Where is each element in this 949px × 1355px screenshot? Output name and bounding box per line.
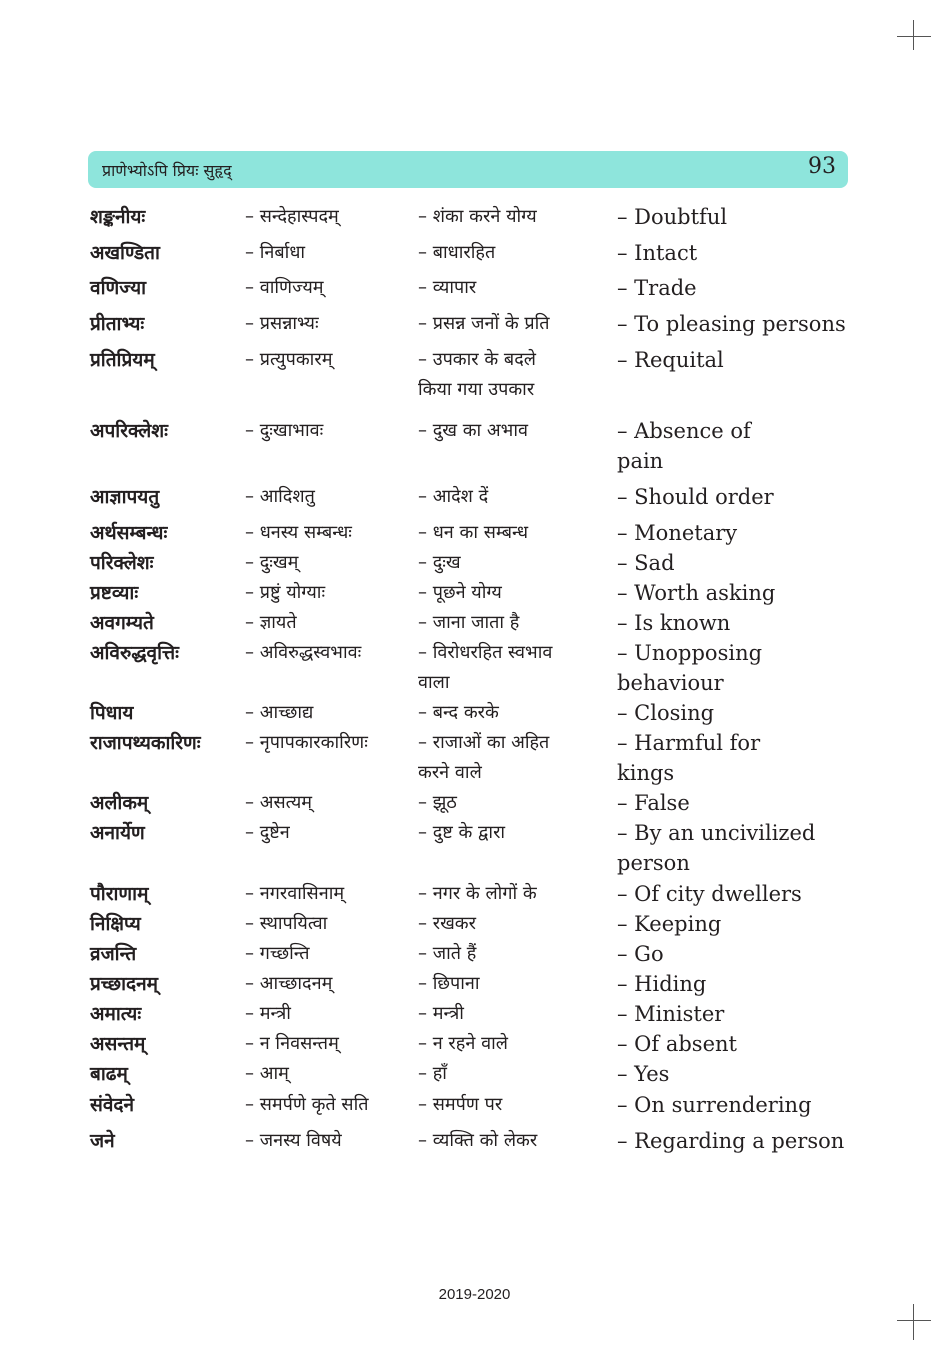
english-meaning: – Monetary <box>617 521 738 545</box>
footer-year: 2019-2020 <box>438 1286 511 1303</box>
glossary-word: प्रीताभ्यः <box>90 313 145 335</box>
glossary-word: अनार्येण <box>90 822 145 844</box>
crop-mark-bottom-h <box>897 1320 931 1321</box>
sanskrit-meaning: – प्रसन्नाभ्यः <box>245 313 319 334</box>
english-meaning: – Keeping <box>617 912 722 936</box>
sanskrit-meaning: – दुष्टेन <box>245 822 290 843</box>
sanskrit-meaning: – न निवसन्तम् <box>245 1033 339 1054</box>
hindi-meaning: – बन्द करके <box>418 702 499 723</box>
glossary-word: जने <box>90 1130 115 1152</box>
english-meaning: – Minister <box>617 1002 725 1026</box>
sanskrit-meaning: – आच्छाद्य <box>245 702 314 723</box>
hindi-meaning: – हाँ <box>418 1063 447 1084</box>
hindi-meaning: – विरोधरहित स्वभाव वाला <box>418 642 553 693</box>
sanskrit-meaning: – मन्त्री <box>245 1003 291 1024</box>
english-meaning: – Regarding a person <box>617 1129 845 1153</box>
glossary-word: पौराणाम् <box>90 883 149 905</box>
glossary-word: अमात्यः <box>90 1003 142 1025</box>
english-meaning: – To pleasing persons <box>617 312 846 336</box>
english-meaning: – Is known <box>617 611 731 635</box>
sanskrit-meaning: – आच्छादनम् <box>245 973 333 994</box>
hindi-meaning: – जाते हैं <box>418 943 477 964</box>
hindi-meaning: – न रहने वाले <box>418 1033 508 1054</box>
english-meaning: – By an uncivilized person <box>617 821 816 875</box>
sanskrit-meaning: – जनस्य विषये <box>245 1130 342 1151</box>
crop-mark-top-v <box>913 20 914 50</box>
sanskrit-meaning: – धनस्य सम्बन्धः <box>245 522 352 543</box>
english-meaning: – Go <box>617 942 664 966</box>
crop-mark-bottom-v <box>913 1304 914 1340</box>
sanskrit-meaning: – समर्पणे कृते सति <box>245 1094 369 1115</box>
sanskrit-meaning: – स्थापयित्वा <box>245 913 328 934</box>
hindi-meaning: – रखकर <box>418 913 476 934</box>
hindi-meaning: – दुख का अभाव <box>418 420 529 441</box>
glossary-word: प्रच्छादनम् <box>90 973 159 995</box>
hindi-meaning: – व्यक्ति को लेकर <box>418 1130 538 1151</box>
hindi-meaning: – दुःख <box>418 552 461 573</box>
hindi-meaning: – झूठ <box>418 792 457 813</box>
sanskrit-meaning: – दुःखम् <box>245 552 299 573</box>
crop-mark-top-h <box>897 36 931 37</box>
english-meaning: – Worth asking <box>617 581 776 605</box>
english-meaning: – Of absent <box>617 1032 737 1056</box>
hindi-meaning: – मन्त्री <box>418 1003 464 1024</box>
hindi-meaning: – प्रसन्न जनों के प्रति <box>418 313 550 334</box>
sanskrit-meaning: – प्रत्युपकारम् <box>245 349 333 370</box>
glossary-word: राजापथ्यकारिणः <box>90 732 201 754</box>
english-meaning: – Trade <box>617 276 697 300</box>
hindi-meaning: – राजाओं का अहित करने वाले <box>418 732 550 783</box>
english-meaning: – Requital <box>617 348 724 372</box>
glossary-word: अविरुद्धवृत्तिः <box>90 642 179 664</box>
glossary-word: अवगम्यते <box>90 612 154 634</box>
glossary-word: व्रजन्ति <box>90 943 137 965</box>
glossary-word: अलीकम् <box>90 792 149 814</box>
chapter-title: प्राणेभ्योऽपि प्रियः सुहृद् <box>102 161 232 180</box>
hindi-meaning: – बाधारहित <box>418 242 496 263</box>
english-meaning: – Should order <box>617 485 774 509</box>
hindi-meaning: – नगर के लोगों के <box>418 883 537 904</box>
glossary-word: अपरिक्लेशः <box>90 420 168 442</box>
sanskrit-meaning: – गच्छन्ति <box>245 943 310 964</box>
sanskrit-meaning: – सन्देहास्पदम् <box>245 206 339 227</box>
page-number: 93 <box>808 154 836 179</box>
hindi-meaning: – शंका करने योग्य <box>418 206 537 227</box>
glossary-word: बाढम् <box>90 1063 128 1085</box>
sanskrit-meaning: – अविरुद्धस्वभावः <box>245 642 362 663</box>
hindi-meaning: – पूछने योग्य <box>418 582 502 603</box>
english-meaning: – Sad <box>617 551 675 575</box>
sanskrit-meaning: – ज्ञायते <box>245 612 297 633</box>
glossary-word: प्रतिप्रियम् <box>90 349 155 371</box>
glossary-word: अर्थसम्बन्धः <box>90 522 168 544</box>
english-meaning: – Hiding <box>617 972 707 996</box>
english-meaning: – False <box>617 791 690 815</box>
hindi-meaning: – छिपाना <box>418 973 480 994</box>
english-meaning: – Unopposing behaviour <box>617 641 763 695</box>
sanskrit-meaning: – निर्बाधा <box>245 242 306 263</box>
glossary-word: प्रष्टव्याः <box>90 582 139 604</box>
sanskrit-meaning: – असत्यम् <box>245 792 313 813</box>
hindi-meaning: – समर्पण पर <box>418 1094 503 1115</box>
chapter-header-bar <box>88 151 848 188</box>
sanskrit-meaning: – नगरवासिनाम् <box>245 883 345 904</box>
hindi-meaning: – उपकार के बदले किया गया उपकार <box>418 349 536 400</box>
glossary-word: आज्ञापयतु <box>90 486 160 508</box>
sanskrit-meaning: – वाणिज्यम् <box>245 277 324 298</box>
english-meaning: – Doubtful <box>617 205 728 229</box>
glossary-word: शङ्कनीयः <box>90 206 146 228</box>
glossary-word: वणिज्या <box>90 277 147 299</box>
glossary-word: अखण्डिता <box>90 242 160 264</box>
hindi-meaning: – आदेश दें <box>418 486 489 507</box>
english-meaning: – Yes <box>617 1062 670 1086</box>
hindi-meaning: – व्यापार <box>418 277 477 298</box>
english-meaning: – On surrendering <box>617 1093 812 1117</box>
sanskrit-meaning: – आदिशतु <box>245 486 315 507</box>
english-meaning: – Of city dwellers <box>617 882 802 906</box>
hindi-meaning: – जाना जाता है <box>418 612 520 633</box>
glossary-word: निक्षिप्य <box>90 913 141 935</box>
hindi-meaning: – धन का सम्बन्ध <box>418 522 529 543</box>
english-meaning: – Closing <box>617 701 715 725</box>
sanskrit-meaning: – नृपापकारकारिणः <box>245 732 368 753</box>
sanskrit-meaning: – प्रष्टुं योग्याः <box>245 582 326 603</box>
glossary-word: असन्तम् <box>90 1033 146 1055</box>
english-meaning: – Absence of pain <box>617 419 751 473</box>
hindi-meaning: – दुष्ट के द्वारा <box>418 822 506 843</box>
sanskrit-meaning: – दुःखाभावः <box>245 420 324 441</box>
sanskrit-meaning: – आम् <box>245 1063 289 1084</box>
glossary-word: संवेदने <box>90 1094 135 1116</box>
glossary-word: परिक्लेशः <box>90 552 154 574</box>
english-meaning: – Intact <box>617 241 698 265</box>
glossary-word: पिधाय <box>90 702 134 724</box>
english-meaning: – Harmful for kings <box>617 731 761 785</box>
